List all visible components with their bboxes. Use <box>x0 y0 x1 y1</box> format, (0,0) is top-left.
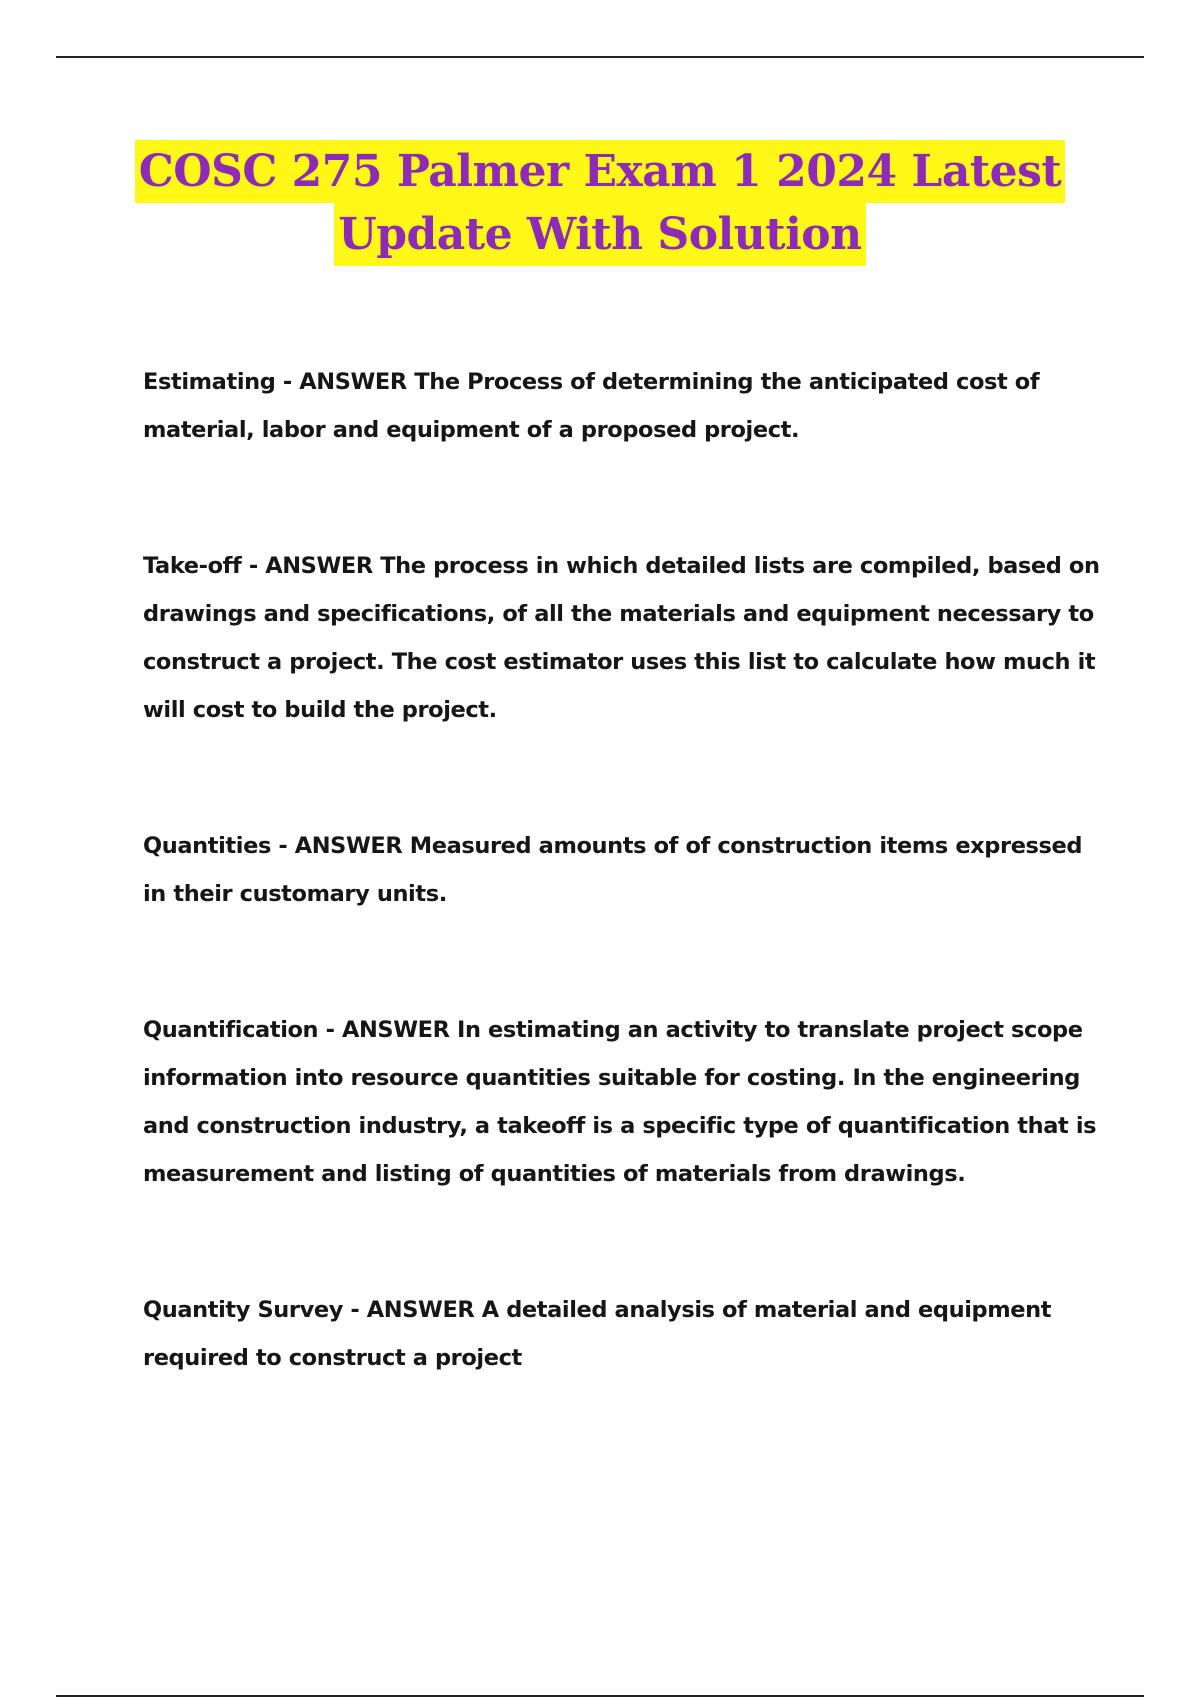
qa-entry-quantity-survey: Quantity Survey - ANSWER A detailed analysis of material and equipment required to construct a project <box>143 1297 1052 1371</box>
title-line-2: Update With Solution <box>334 203 865 266</box>
bottom-divider <box>56 1695 1144 1697</box>
document-title <box>80 140 1120 266</box>
qa-entry-quantification: Quantification - ANSWER In estimating an activity to translate project scope information into resource quantities suitable for costing. In the engineering and construction industry, a takeoff is a specific type of quantification that is measurement and listing of quantities of materials from drawings. <box>143 1017 1097 1187</box>
top-divider <box>56 56 1144 58</box>
qa-entry-quantities: Quantities - ANSWER Measured amounts of of construction items expressed in their customary units. <box>143 833 1083 907</box>
qa-entry-take-off: Take-off - ANSWER The process in which detailed lists are compiled, based on drawings and specifications, of all the materials and equipment necessary to construct a project. The cost estimator uses this list to calculate how much it will cost to build the project. <box>143 553 1100 723</box>
qa-entry-estimating: Estimating - ANSWER The Process of determining the anticipated cost of material, labor and equipment of a proposed project. <box>143 369 1040 443</box>
title-line-1: COSC 275 Palmer Exam 1 2024 Latest <box>135 140 1066 203</box>
qa-entries <box>143 358 1103 1382</box>
